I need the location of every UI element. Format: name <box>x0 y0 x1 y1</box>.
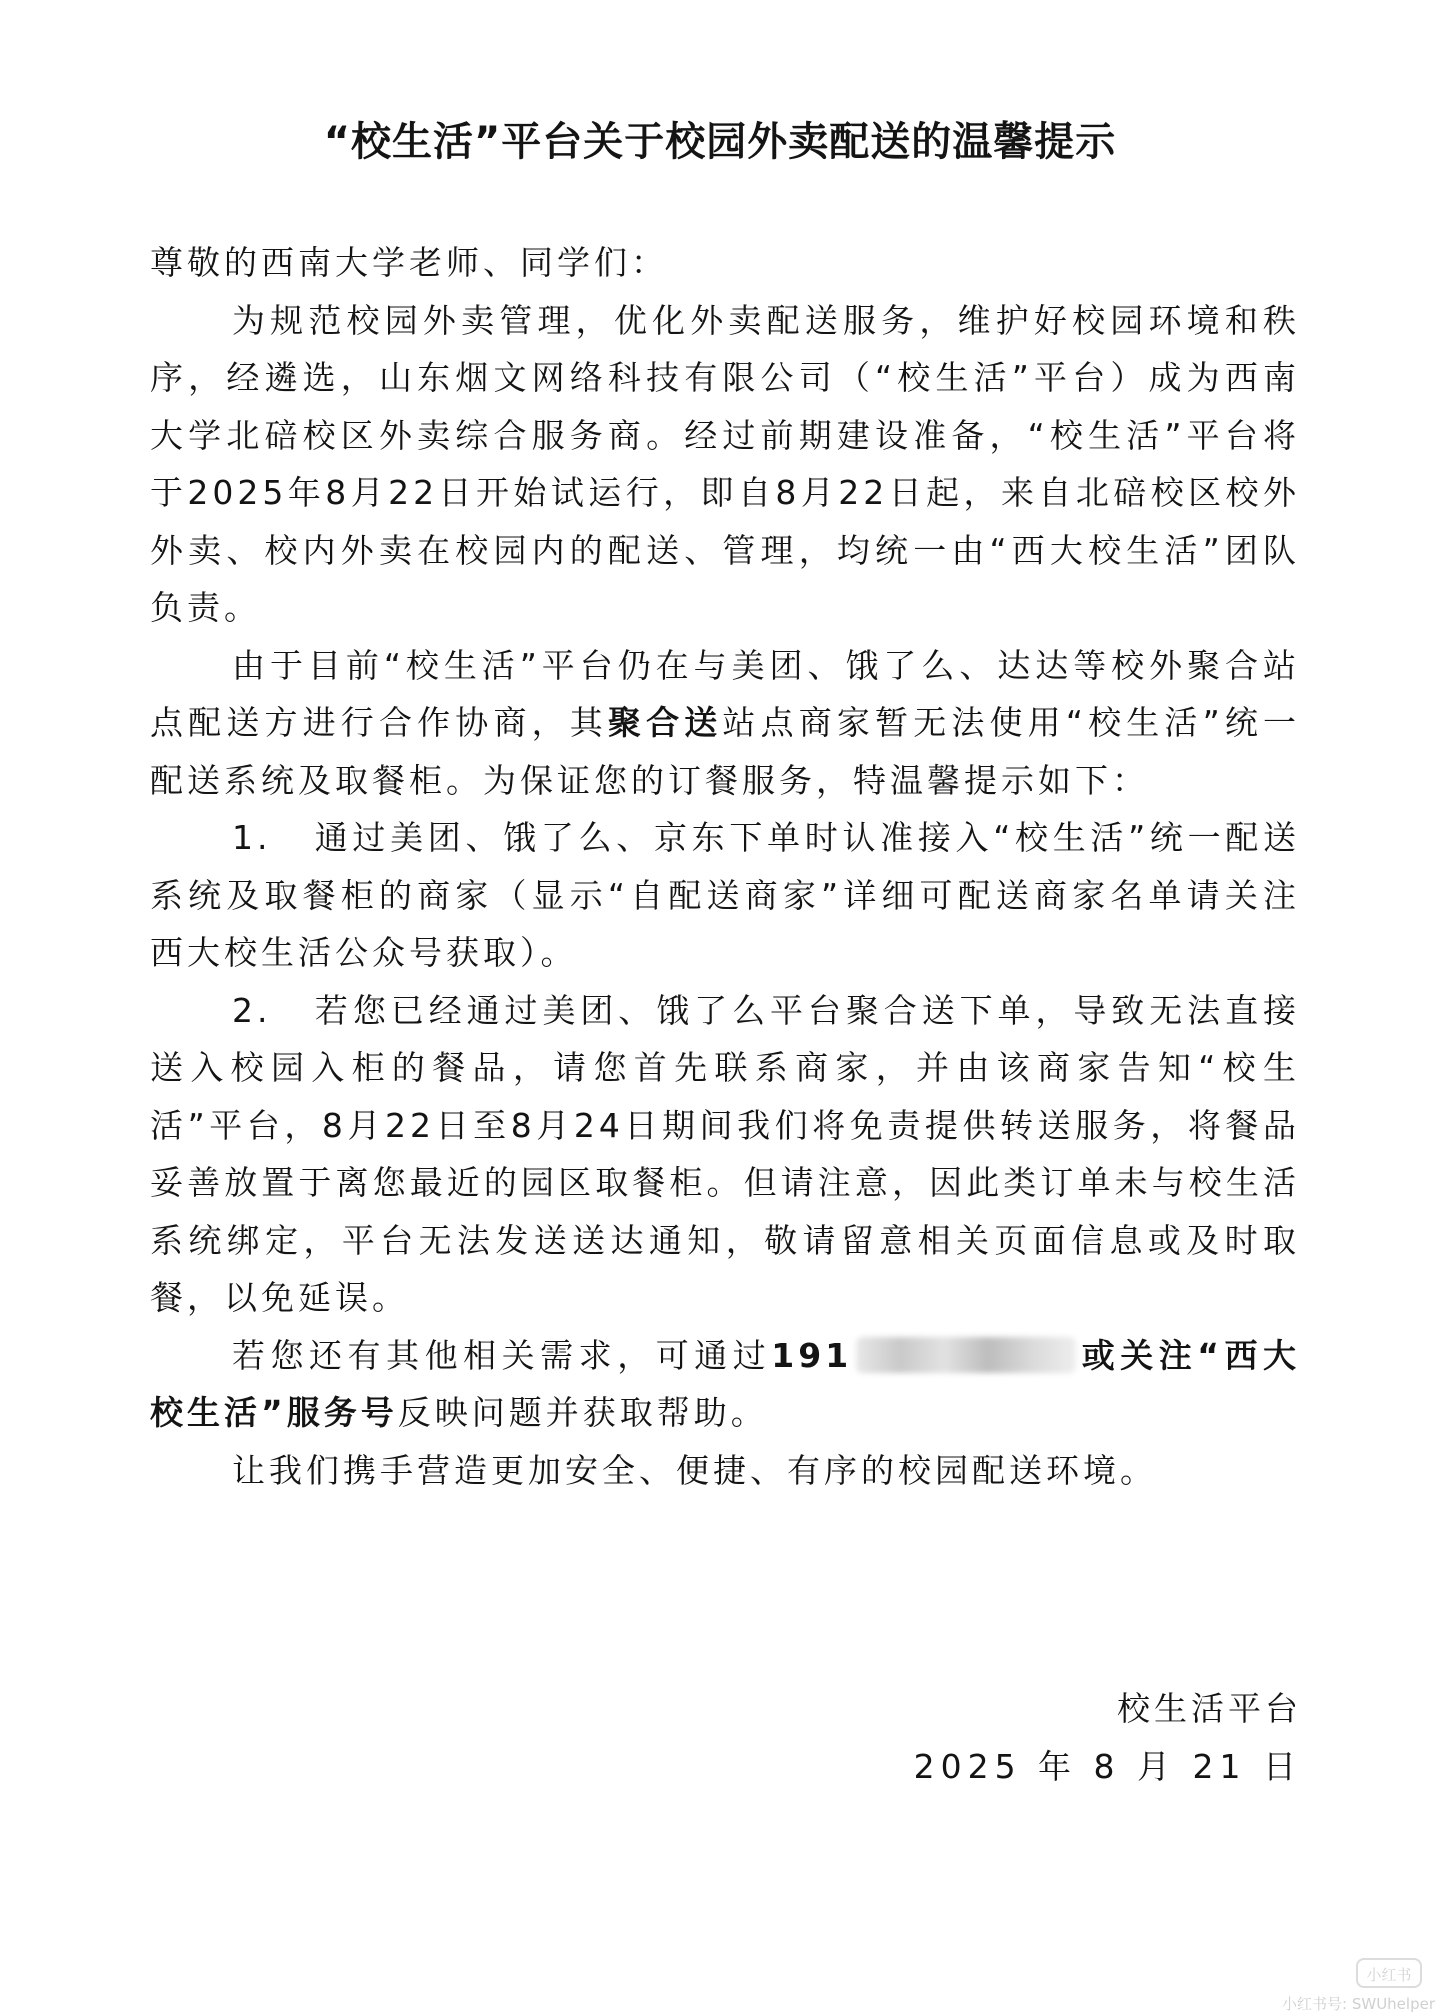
contact-text-c: 反映问题并获取帮助。 <box>397 1393 768 1432</box>
list-item-1 <box>150 809 1300 982</box>
list-item-2-text: 若您已经通过美团、饿了么平台聚合送下单，导致无法直接送入校园入柜的餐品，请您首先联系商家，并由该商家告知“校生活”平台，8月22日至8月24日期间我们将免责提供转送服务，将餐品妥善放置于离您最近的园区取餐柜。但请注意，因此类订单未与校生活系统绑定，平台无法发送送达通知，敬请留意相关页面信息或及时取餐，以免延误。 <box>150 990 1300 1317</box>
list-item-2 <box>150 982 1300 1327</box>
paragraph-aggregation <box>150 637 1300 810</box>
signature-name: 校生活平台 <box>1117 1689 1302 1728</box>
list-item-1-text: 通过美团、饿了么、京东下单时认准接入“校生活”统一配送系统及取餐柜的商家（显示“自配送商家”详细可配送商家名单请关注西大校生活公众号获取）。 <box>150 818 1300 972</box>
paragraph-contact <box>150 1327 1300 1442</box>
list-item-2-number: 2. <box>232 990 272 1030</box>
watermark-text: 小红书号: SWUhelper <box>1282 1995 1435 2013</box>
contact-text-a: 若您还有其他相关需求，可通过 <box>232 1335 772 1375</box>
list-item-1-number: 1. <box>232 818 272 857</box>
document-body <box>150 234 1300 1499</box>
salutation: 尊敬的西南大学老师、同学们： <box>150 243 668 282</box>
service-account-emphasis: 或关注“西大校生活”服务号 <box>150 1335 1300 1432</box>
paragraph-closing: 让我们携手营造更加安全、便捷、有序的校园配送环境。 <box>232 1450 1157 1490</box>
document-title: “校生活”平台关于校园外卖配送的温馨提示 <box>323 119 1117 165</box>
watermark-logo: 小红书 <box>1356 1958 1422 1988</box>
paragraph-aggregation-text-b: 站点商家暂无法使用“校生活”统一配送系统及取餐柜。为保证您的订餐服务，特温馨提示如下： <box>150 703 1300 800</box>
signature-block <box>800 1680 1302 1796</box>
aggregation-emphasis: 聚合送 <box>607 703 723 742</box>
phone-number: 191 <box>771 1335 853 1375</box>
phone-blur-mask <box>856 1337 1076 1373</box>
signature-date: 2025 年 8 月 21 日 <box>913 1747 1302 1786</box>
paragraph-aggregation-text-a: 由于目前“校生活”平台仍在与美团、饿了么、达达等校外聚合站点配送方进行合作协商，其 <box>150 645 1300 742</box>
paragraph-intro: 为规范校园外卖管理，优化外卖配送服务，维护好校园环境和秩序，经遴选，山东烟文网络科技有限公司（“校生活”平台）成为西南大学北碚校区外卖综合服务商。经过前期建设准备，“校生活”平台将于2025年8月22日开始试运行，即自8月22日起，来自北碚校区校外外卖、校内外卖在校园内的配送、管理，均统一由“西大校生活”团队负责。 <box>150 300 1300 627</box>
